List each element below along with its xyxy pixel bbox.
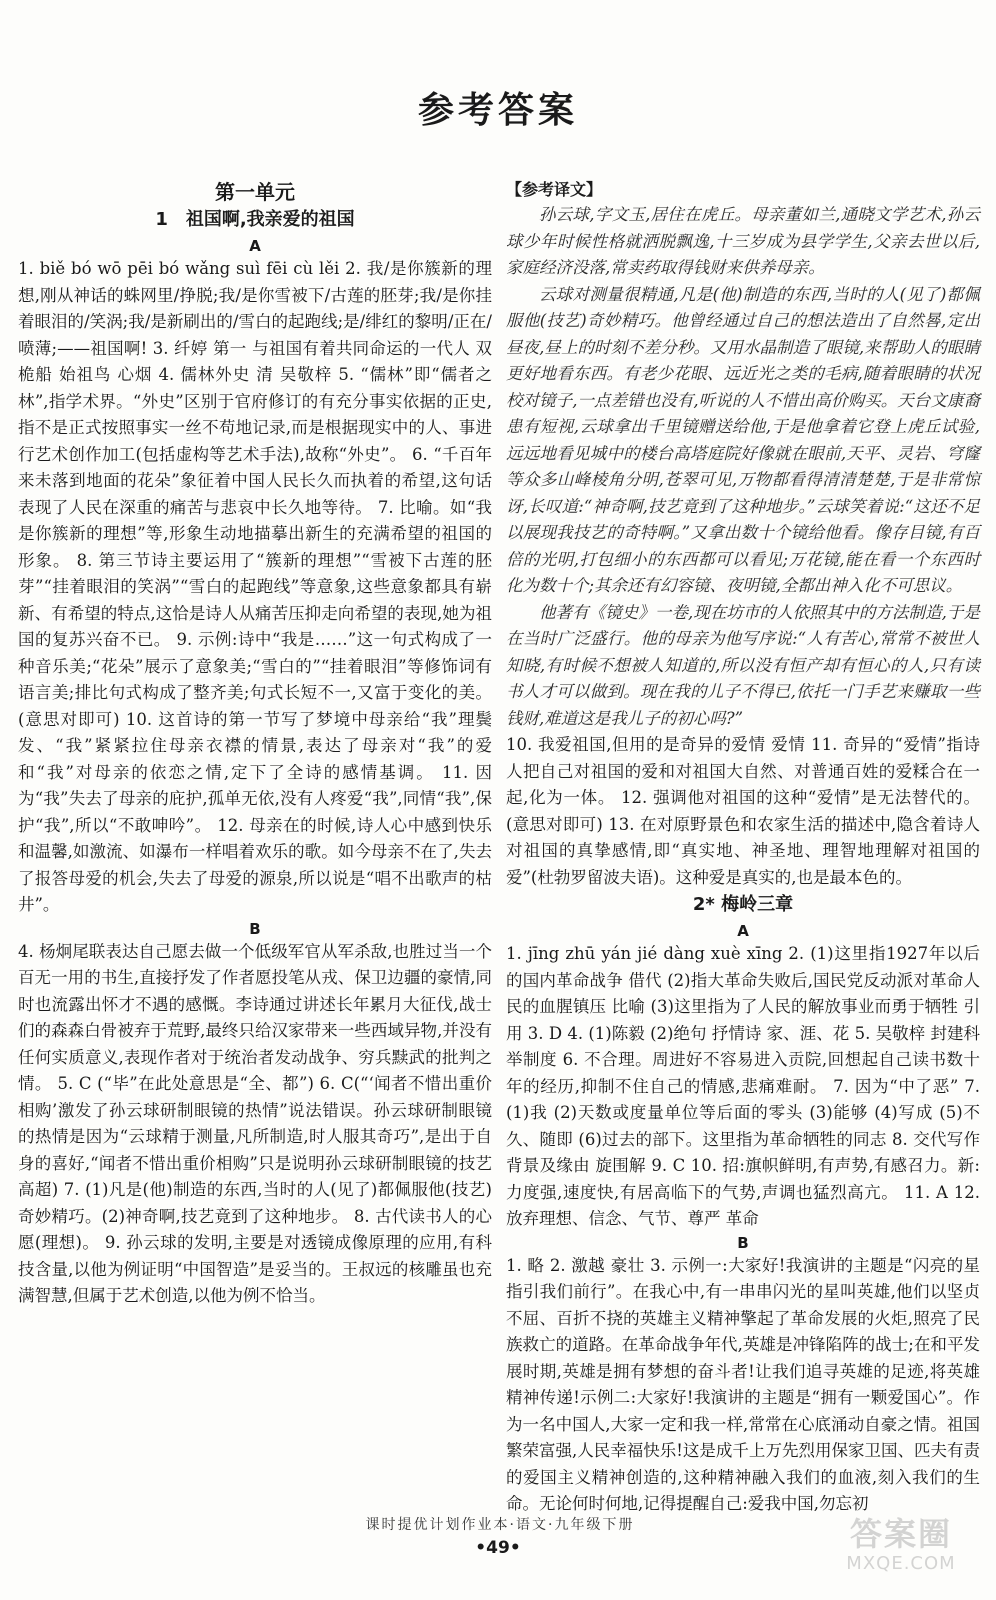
- answers-lesson1-b: 4. 杨炯尾联表达自己愿去做一个低级军官从军杀敌,也胜过当一个百无一用的书生,直接抒发了作者愿投笔从戎、保卫边疆的豪情,同时也流露出怀才不遇的感慨。李诗通过讲述长年累月大征伐,战士们的森森白骨被弃于荒野,最终只给汉家带来一些西域异物,并没有任何实质意义,表现作者对于统治者发动战争、穷兵黩武的批判之情。 5. C (“毕”在此处意思是“全、都”) 6. C(“‘闻者不惜出重价相购’激发了孙云球研制眼镜的热情”说法错误。孙云球研制眼镜的热情是因为“云球精于测量,凡所制造,时人服其奇巧”,是出于自身的喜好,“闻者不惜出重价相购”只是说明孙云球研制眼镜的技艺高超) 7. (1)凡是(他)制造的东西,当时的人(见了)都佩服他(技艺)奇妙精巧。(2)神奇啊,技艺竟到了这种地步。 8. 古代读书人的心愿(理想)。 9. 孙云球的发明,主要是对透镜成像原理的应用,有科技含量,以他为例证明“中国智造”是妥当的。王叔远的核雕虽也充满智慧,但属于艺术创造,以他为例不恰当。: [18, 941, 492, 1305]
- answers-lesson2-a: 1. jīng zhū yán jié dàng xuè xīng 2. (1)这里指1927年以后的国内革命战争 借代 (2)指大革命失败后,国民党反动派对革命人民的血腥镇压 比喻 (3)这里指为了人民的解放事业而勇于牺牲 引用 3. D 4. (1)陈毅 (2)绝句 抒情诗 家、涯、花 5. 吴敬梓 封建科举制度 6. 不合理。周进好不容易进入贡院,回想起自己读书数十年的经历,抑制不住自己的情感,悲痛难耐。 7. 因为“中了恶” 7. (1)我 (2)天数或度量单位等后面的零头 (3)能够 (4)写成 (5)不久、随即 (6)过去的部下。这里指为革命牺牲的同志 8. 交代写作背景及缘由 旋围解 9. C 10. 招:旗帜鲜明,有声势,有感召力。新:力度强,速度快,有居高临下的气势,声调也猛烈高亢。 11. A 12. 放弃理想、信念、气节、尊严 革命: [506, 944, 980, 1228]
- watermark-text: 答案圈: [849, 1515, 952, 1553]
- lesson-1-heading: 1 祖国啊,我亲爱的祖国: [155, 209, 355, 230]
- section-a-label: A: [249, 237, 261, 255]
- answers-lesson2-b: 1. 略 2. 激越 豪壮 3. 示例一:大家好!我演讲的主题是“闪亮的星指引我们前行”。在我心中,有一串串闪光的星叫英雄,他们以坚贞不屈、百折不挠的英雄主义精神擎起了革命发展的火炬,照亮了民族救亡的道路。在革命战争年代,英雄是冲锋陷阵的战士;在和平发展时期,英雄是拥有梦想的奋斗者!让我们追寻英雄的足迹,将英雄精神传递!示例二:大家好!我演讲的主题是“拥有一颗爱国心”。作为一名中国人,大家一定和我一样,常常在心底涌动自豪之情。祖国繁荣富强,人民幸福快乐!这是成千上万先烈用保家卫国、匹夫有责的爱国主义精神创造的,这种精神融入我们的血液,刻入我们的生命。无论何时何地,记得提醒自己:爱我中国,勿忘初: [506, 1255, 980, 1513]
- footer-book-title: 课时提优计划作业本·语文·九年级下册: [365, 1517, 635, 1533]
- translation-paragraph-2: 云球对测量很精通,凡是(他)制造的东西,当时的人(见了)都佩服他(技艺)奇妙精巧。他曾经通过自己的想法造出了自然晷,定出昼夜,昼上的时刻不差分秒。又用水晶制造了眼镜,来帮助人的眼睛更好地看东西。有老少花眼、远近光之类的毛病,随着眼睛的状况校对镜子,一点差错也没有,听说的人不惜出高价购买。天台文康裔患有短视,云球拿出千里镜赠送给他,于是他拿着它登上虎丘试验,远远地看见城中的楼台高塔庭院好像就在眼前,天平、灵岩、穹窿等众多山峰棱角分明,苍翠可见,万物都看得清清楚楚,于是非常惊讶,长叹道:“神奇啊,技艺竟到了这种地步。”云球笑着说:“这还不足以展现我技艺的奇特啊。”又拿出数十个镜给他看。像存目镜,有百倍的光明,打包细小的东西都可以看见;万花镜,能在看一个东西时化为数十个;其余还有幻容镜、夜明镜,全都出神入化不可思议。: [506, 284, 980, 595]
- right-column: [506, 178, 980, 1518]
- left-column: [18, 178, 492, 1310]
- section-b-label: B: [249, 919, 261, 938]
- lesson-2-heading: 2* 梅岭三章: [692, 894, 794, 915]
- answers-lesson1-a: 1. biě bó wō pēi bó wǎng suì fēi cù lěi 2. 我/是你簇新的理想,刚从神话的蛛网里/挣脱;我/是你雪被下/古莲的胚芽;我/是你挂着眼泪的/笑涡;我/是新刷出的/雪白的起跑线;是/绯红的黎明/正在/喷薄;——祖国啊! 3. 纤婷 第一 与祖国有着共同命运的一代人 双桅船 始祖鸟 心烟 4. 儒林外史 清 吴敬梓 5. “儒林”即“儒者之林”,指学术界。“外史”区别于官府修订的有充分事实依据的正史,指不是正式按照事实一丝不苟地记录,而是根据现实中的人、事进行艺术创作加工(包括虚构等艺术手法),故称“外史”。 6. “千百年来未落到地面的花朵”象征着中国人民长久而执着的希望,这句话表现了人民在深重的痛苦与悲哀中长久地等待。 7. 比喻。如“我是你簇新的理想”等,形象生动地描摹出新生的充满希望的祖国的形象。 8. 第三节诗主要运用了“簇新的理想”“雪被下古莲的胚芽”“挂着眼泪的笑涡”“雪白的起跑线”等意象,这些意象都具有崭新、有希望的特点,这恰是诗人从痛苦压抑走向希望的表现,她为祖国的复苏兴奋不已。 9. 示例:诗中“我是……”这一句式构成了一种音乐美;“花朵”展示了意象美;“雪白的”“挂着眼泪”等修饰词有语言美;排比句式构成了整齐美;句式长短不一,又富于变化的美。(意思对即可) 10. 这首诗的第一节写了梦境中母亲给“我”理鬓发、“我”紧紧拉住母亲衣襟的情景,表达了母亲对“我”的爱和“我”对母亲的依恋之情,定下了全诗的感情基调。 11. 因为“我”失去了母亲的庇护,孤单无依,没有人疼爱“我”,同情“我”,保护“我”,所以“不敢呻吟”。 12. 母亲在的时候,诗人心中感到快乐和温馨,如激流、如瀑布一样唱着欢乐的歌。如今母亲不在了,失去了报答母爱的机会,失去了母爱的源泉,所以说是“唱不出歌声的枯井”。: [18, 259, 492, 914]
- lesson2-section-a-label: A: [737, 922, 749, 940]
- answers-lesson1-b-continued: 10. 我爱祖国,但用的是奇异的爱情 爱情 11. 奇异的“爱情”指诗人把自己对祖国的爱和对祖国大自然、对普通百姓的爱糅合在一起,化为一体。 12. 强调他对祖国的这种“爱情”是无法替代的。(意思对即可) 13. 在对原野景色和农家生活的描述中,隐含着诗人对祖国的真挚感情,即“真实地、神圣地、理智地理解对祖国的爱”(杜勃罗留波夫语)。这种爱是真实的,也是最本色的。: [506, 735, 980, 887]
- watermark-logo: 答案圈 MXQE.COM: [828, 1516, 974, 1586]
- unit-heading: 第一单元: [215, 180, 295, 204]
- reference-translation-label: 【参考译文】: [506, 180, 603, 199]
- page-number: •49•: [475, 1538, 521, 1558]
- lesson2-section-b-label: B: [737, 1233, 749, 1252]
- translation-paragraph-3: 他著有《镜史》一卷,现在坊市的人依照其中的方法制造,于是在当时广泛盛行。他的母亲为他写序说:“人有苦心,常常不被世人知晓,有时候不想被人知道的,所以没有恒产却有恒心的人,只有读书人才可以做到。现在我的儿子不得已,依托一门手艺来赚取一些钱财,难道这是我儿子的初心吗?”: [506, 602, 980, 728]
- translation-paragraph-1: 孙云球,字文玉,居住在虎丘。母亲董如兰,通晓文学艺术,孙云球少年时候性格就洒脱飘逸,十三岁成为县学学生,父亲去世以后,家庭经济没落,常卖药取得钱财来供养母亲。: [506, 205, 980, 277]
- page-title: 参考答案: [417, 90, 578, 131]
